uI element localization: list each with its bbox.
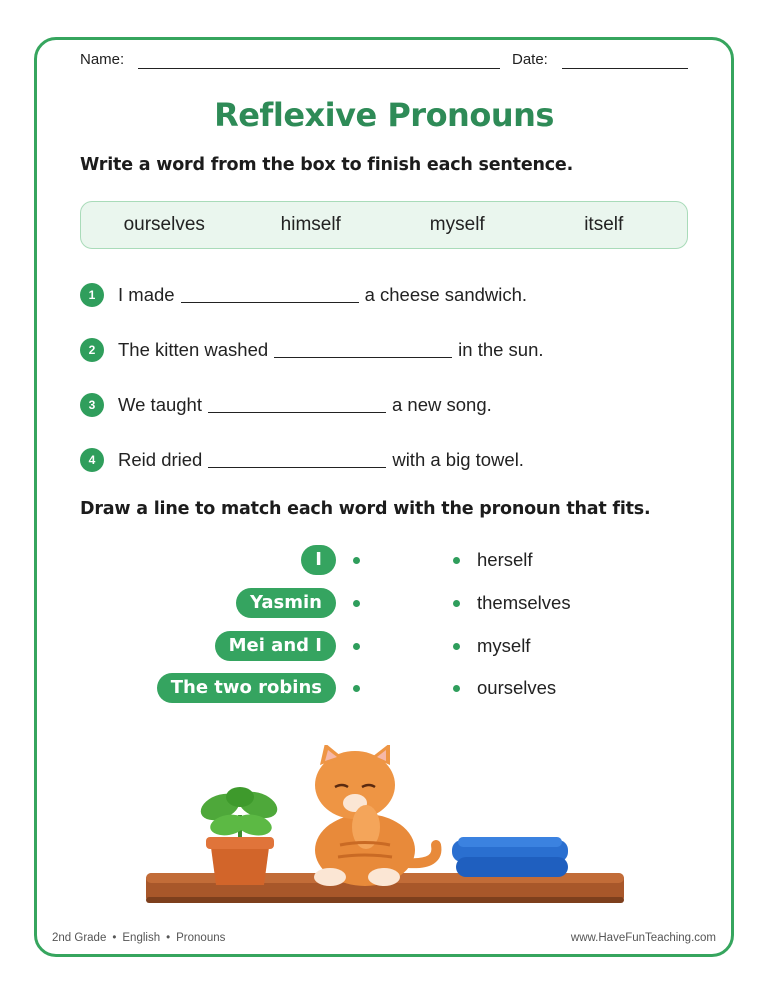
page-title: Reflexive Pronouns [214, 96, 554, 134]
answer-blank[interactable] [208, 450, 386, 468]
match-word-pill: The two robins [157, 673, 336, 703]
number-badge: 4 [80, 448, 104, 472]
number-badge: 2 [80, 338, 104, 362]
answer-blank[interactable] [208, 395, 386, 413]
match-dot-left[interactable] [353, 685, 360, 692]
match-dot-right[interactable] [453, 643, 460, 650]
match-dot-left[interactable] [353, 557, 360, 564]
sentence-text: Reid dried [118, 449, 203, 470]
sentence-text: I made [118, 284, 175, 305]
match-word-pill: Yasmin [236, 588, 336, 618]
footer-meta: 2nd Grade • English • Pronouns [52, 932, 226, 944]
answer-blank[interactable] [181, 285, 359, 303]
sentence-text: with a big towel. [392, 449, 524, 470]
kitten-icon [314, 745, 436, 886]
sentence-text: a new song. [392, 394, 492, 415]
match-dot-right[interactable] [453, 600, 460, 607]
sentence-text: a cheese sandwich. [364, 284, 528, 305]
word-bank-item: ourselves [123, 214, 205, 235]
sentence-text: The kitten washed [118, 339, 269, 360]
number-badge: 3 [80, 393, 104, 417]
potted-plant-icon [197, 787, 281, 885]
name-label: Name: [80, 51, 125, 68]
name-field[interactable] [138, 68, 500, 69]
match-pronoun: ourselves [477, 677, 557, 698]
word-bank-item: myself [429, 214, 485, 235]
date-field[interactable] [562, 68, 688, 69]
match-pronoun: herself [477, 549, 533, 570]
name-date-row [80, 48, 690, 72]
footer-grade: 2nd Grade [52, 932, 107, 944]
word-bank-item: itself [584, 214, 624, 235]
illustration [140, 745, 630, 915]
match-pronoun: myself [477, 635, 531, 656]
section1-instruction: Write a word from the box to finish each sentence. [80, 155, 574, 175]
match-dot-right[interactable] [453, 685, 460, 692]
match-dot-right[interactable] [453, 557, 460, 564]
footer-website[interactable]: www.HaveFunTeaching.com [570, 932, 716, 944]
date-label: Date: [512, 51, 548, 68]
match-dot-left[interactable] [353, 600, 360, 607]
match-dot-left[interactable] [353, 643, 360, 650]
footer-topic: Pronouns [176, 932, 226, 944]
number-badge: 1 [80, 283, 104, 307]
folded-towel-icon [452, 837, 568, 877]
word-bank [80, 201, 688, 249]
sentence-text: We taught [118, 394, 202, 415]
sentence-text: in the sun. [458, 339, 544, 360]
match-pronoun: themselves [477, 592, 571, 613]
match-word-pill: Mei and I [215, 631, 336, 661]
word-bank-item: himself [280, 214, 341, 235]
match-word-pill: I [301, 545, 336, 575]
section2-instruction: Draw a line to match each word with the pronoun that fits. [80, 499, 651, 519]
footer-subject: English [122, 932, 161, 944]
answer-blank[interactable] [274, 340, 452, 358]
